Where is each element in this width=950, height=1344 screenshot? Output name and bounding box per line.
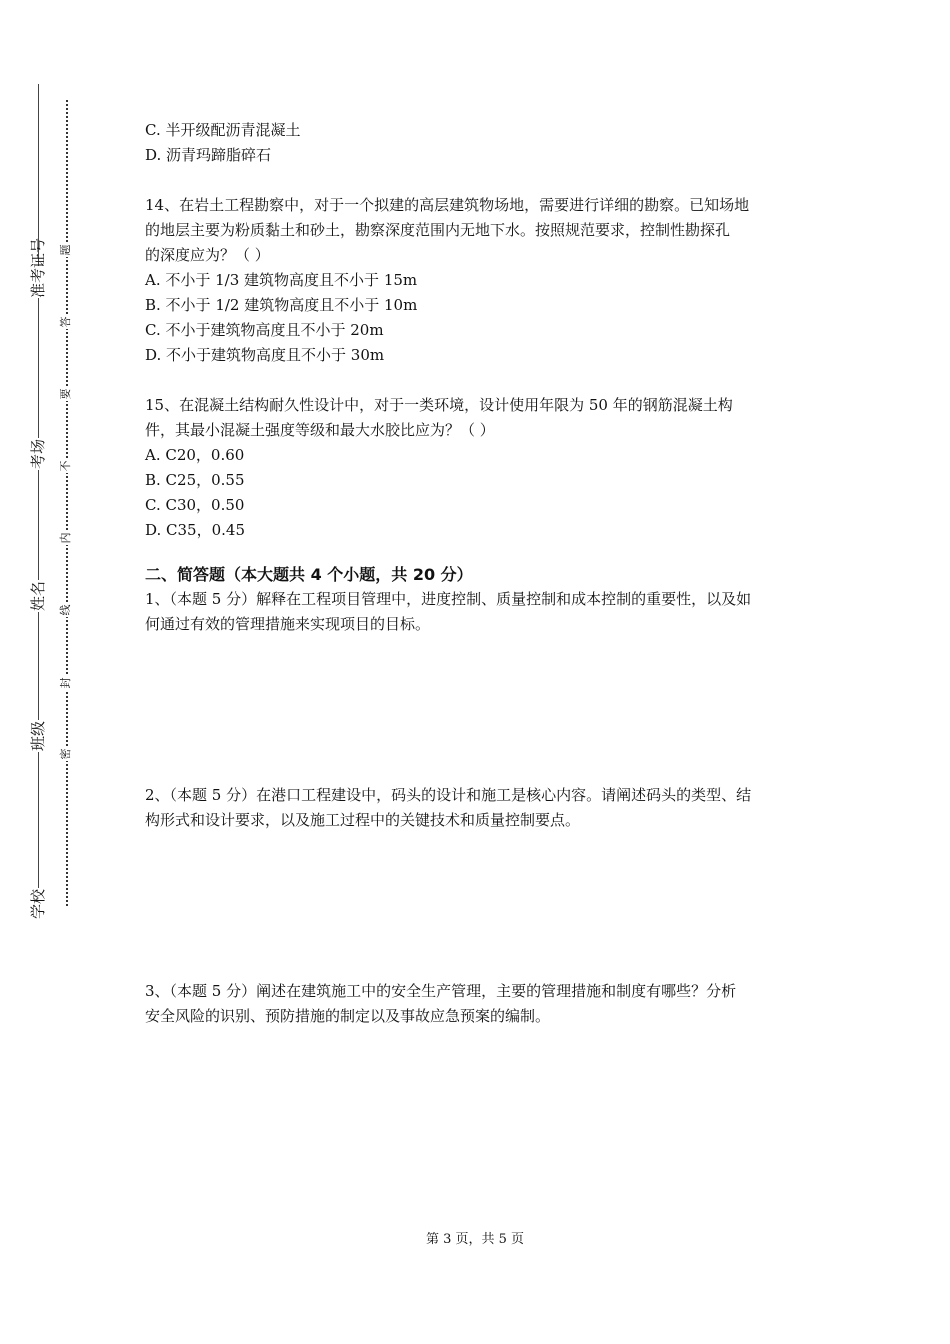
- option-a: A. C20，0.60: [145, 446, 245, 464]
- option-b: B. 不小于 1/2 建筑物高度且不小于 10m: [145, 296, 418, 314]
- previous-question-options: [145, 118, 810, 168]
- seal-char: 要: [59, 388, 72, 400]
- seal-char: 答: [59, 316, 72, 328]
- option-c: C. 半开级配沥青混凝土: [145, 121, 301, 139]
- question-stem-line: 件，其最小混凝土强度等级和最大水胶比应为？（ ）: [145, 421, 495, 439]
- question-stem-line: 15、在混凝土结构耐久性设计中，对于一类环境，设计使用年限为 50 年的钢筋混凝土构: [145, 396, 733, 414]
- binding-dotted-line: [66, 100, 68, 906]
- option-b: B. C25，0.55: [145, 471, 245, 489]
- option-d: D. C35，0.45: [145, 521, 245, 539]
- option-d: D. 沥青玛蹄脂碎石: [145, 146, 272, 164]
- option-d: D. 不小于建筑物高度且不小于 30m: [145, 346, 385, 364]
- field-label-name: 姓名: [29, 581, 47, 612]
- binding-solid-line: [38, 84, 39, 920]
- question-stem-line: 的地层主要为粉质黏土和砂土，勘察深度范围内无地下水。按照规范要求，控制性勘探孔: [145, 221, 731, 239]
- field-label-exam-number: 准考证号: [29, 237, 47, 298]
- question-stem-line: 14、在岩土工程勘察中，对于一个拟建的高层建筑物场地，需要进行详细的勘察。已知场地: [145, 196, 750, 214]
- page-footer: 第 3 页，共 5 页: [425, 1232, 525, 1247]
- field-label-school: 学校: [29, 889, 47, 920]
- essay-question-2: [145, 783, 810, 833]
- seal-char: 密: [59, 748, 72, 760]
- option-c: C. 不小于建筑物高度且不小于 20m: [145, 321, 384, 339]
- question-15: [145, 393, 810, 543]
- essay-line: 何通过有效的管理措施来实现项目的目标。: [145, 615, 431, 633]
- essay-line: 3、（本题 5 分）阐述在建筑施工中的安全生产管理，主要的管理措施和制度有哪些？分析: [145, 982, 737, 1000]
- question-stem-line: 的深度应为？（ ）: [145, 246, 270, 264]
- seal-char: 不: [59, 460, 72, 472]
- essay-question-3: [145, 979, 810, 1029]
- seal-char: 题: [59, 244, 72, 256]
- question-14: [145, 193, 810, 368]
- essay-question-1: [145, 587, 810, 637]
- essay-line: 1、（本题 5 分）解释在工程项目管理中，进度控制、质量控制和成本控制的重要性，以及如: [145, 590, 752, 608]
- field-label-exam-room: 考场: [29, 439, 47, 470]
- section-heading: 二、简答题（本大题共 4 个小题，共 20 分）: [145, 565, 473, 584]
- field-label-class: 班级: [29, 721, 47, 752]
- essay-line: 2、（本题 5 分）在港口工程建设中，码头的设计和施工是核心内容。请阐述码头的类型、结: [145, 786, 752, 804]
- exam-content: [145, 118, 810, 1029]
- seal-char: 内: [59, 532, 72, 544]
- option-c: C. C30，0.50: [145, 496, 245, 514]
- seal-char: 封: [59, 677, 72, 689]
- essay-line: 安全风险的识别、预防措施的制定以及事故应急预案的编制。: [145, 1007, 551, 1025]
- essay-line: 构形式和设计要求，以及施工过程中的关键技术和质量控制要点。: [145, 811, 581, 829]
- option-a: A. 不小于 1/3 建筑物高度且不小于 15m: [145, 271, 418, 289]
- seal-char: 线: [59, 604, 72, 616]
